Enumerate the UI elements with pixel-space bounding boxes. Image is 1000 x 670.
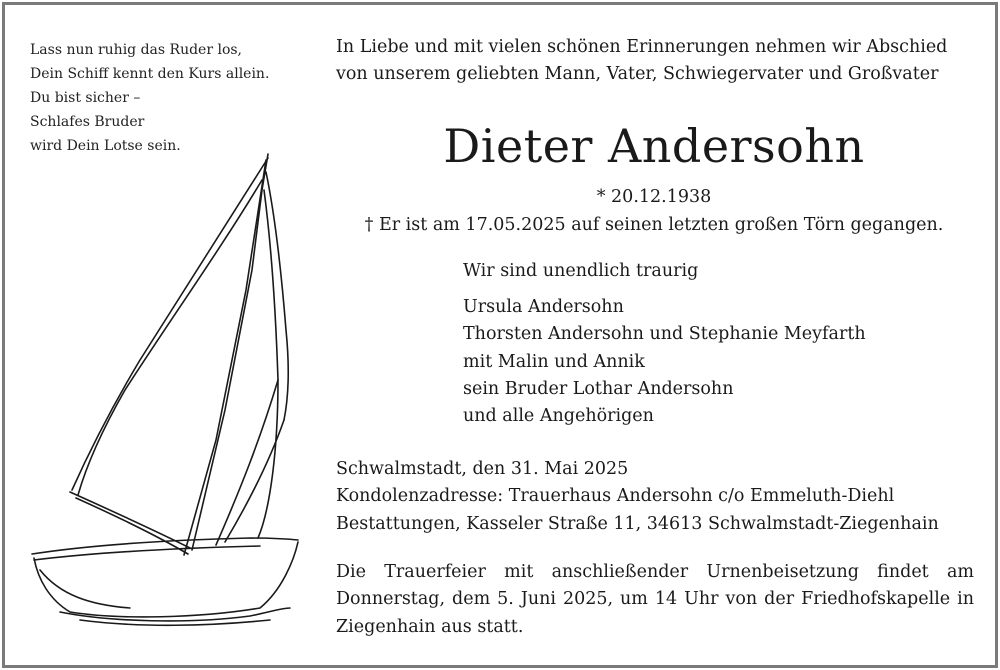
death-statement: † Er ist am 17.05.2025 auf seinen letzten großen Törn gegangen.: [364, 215, 944, 235]
poem-line: wird Dein Lotse sein.: [30, 138, 181, 154]
poem-line: Dein Schiff kennt den Kurs allein.: [30, 66, 270, 82]
mourner-name: und alle Angehörigen: [463, 406, 654, 427]
mourner-name: sein Bruder Lothar Andersohn: [463, 378, 734, 399]
sailboat-line-drawing-icon: [20, 150, 300, 630]
poem: [30, 38, 269, 158]
mourner-name: Thorsten Andersohn und Stephanie Meyfarth: [463, 324, 866, 345]
place-and-condolence: [336, 456, 939, 538]
birth-date: * 20.12.1938: [596, 187, 712, 207]
place-date: Schwalmstadt, den 31. Mai 2025: [336, 459, 629, 479]
deceased-name: Dieter Andersohn: [443, 119, 865, 173]
ceremony-info: Die Trauerfeier mit anschließender Urnenbeisetzung findet am Donnerstag, dem 5. Juni 2025, um 14 Uhr von der Friedhofskapelle in Ziegenhain aus statt.: [336, 562, 974, 637]
condolence-address-line: Kondolenzadresse: Trauerhaus Andersohn c/o Emmeluth-Diehl: [336, 486, 895, 507]
intro-text: [336, 34, 947, 88]
mourner-name: mit Malin und Annik: [463, 351, 645, 372]
intro-line: In Liebe und mit vielen schönen Erinnerungen nehmen wir Abschied: [336, 37, 948, 57]
mourners-list: [463, 294, 866, 430]
poem-line: Schlafes Bruder: [30, 114, 145, 130]
condolence-address-line: Bestattungen, Kasseler Straße 11, 34613 Schwalmstadt-Ziegenhain: [336, 513, 939, 534]
mourning-statement: Wir sind unendlich traurig: [463, 261, 699, 281]
poem-line: Du bist sicher –: [30, 90, 141, 106]
intro-line: von unserem geliebten Mann, Vater, Schwiegervater und Großvater: [336, 64, 939, 84]
poem-line: Lass nun ruhig das Ruder los,: [30, 42, 243, 58]
mourner-name: Ursula Andersohn: [463, 297, 624, 317]
